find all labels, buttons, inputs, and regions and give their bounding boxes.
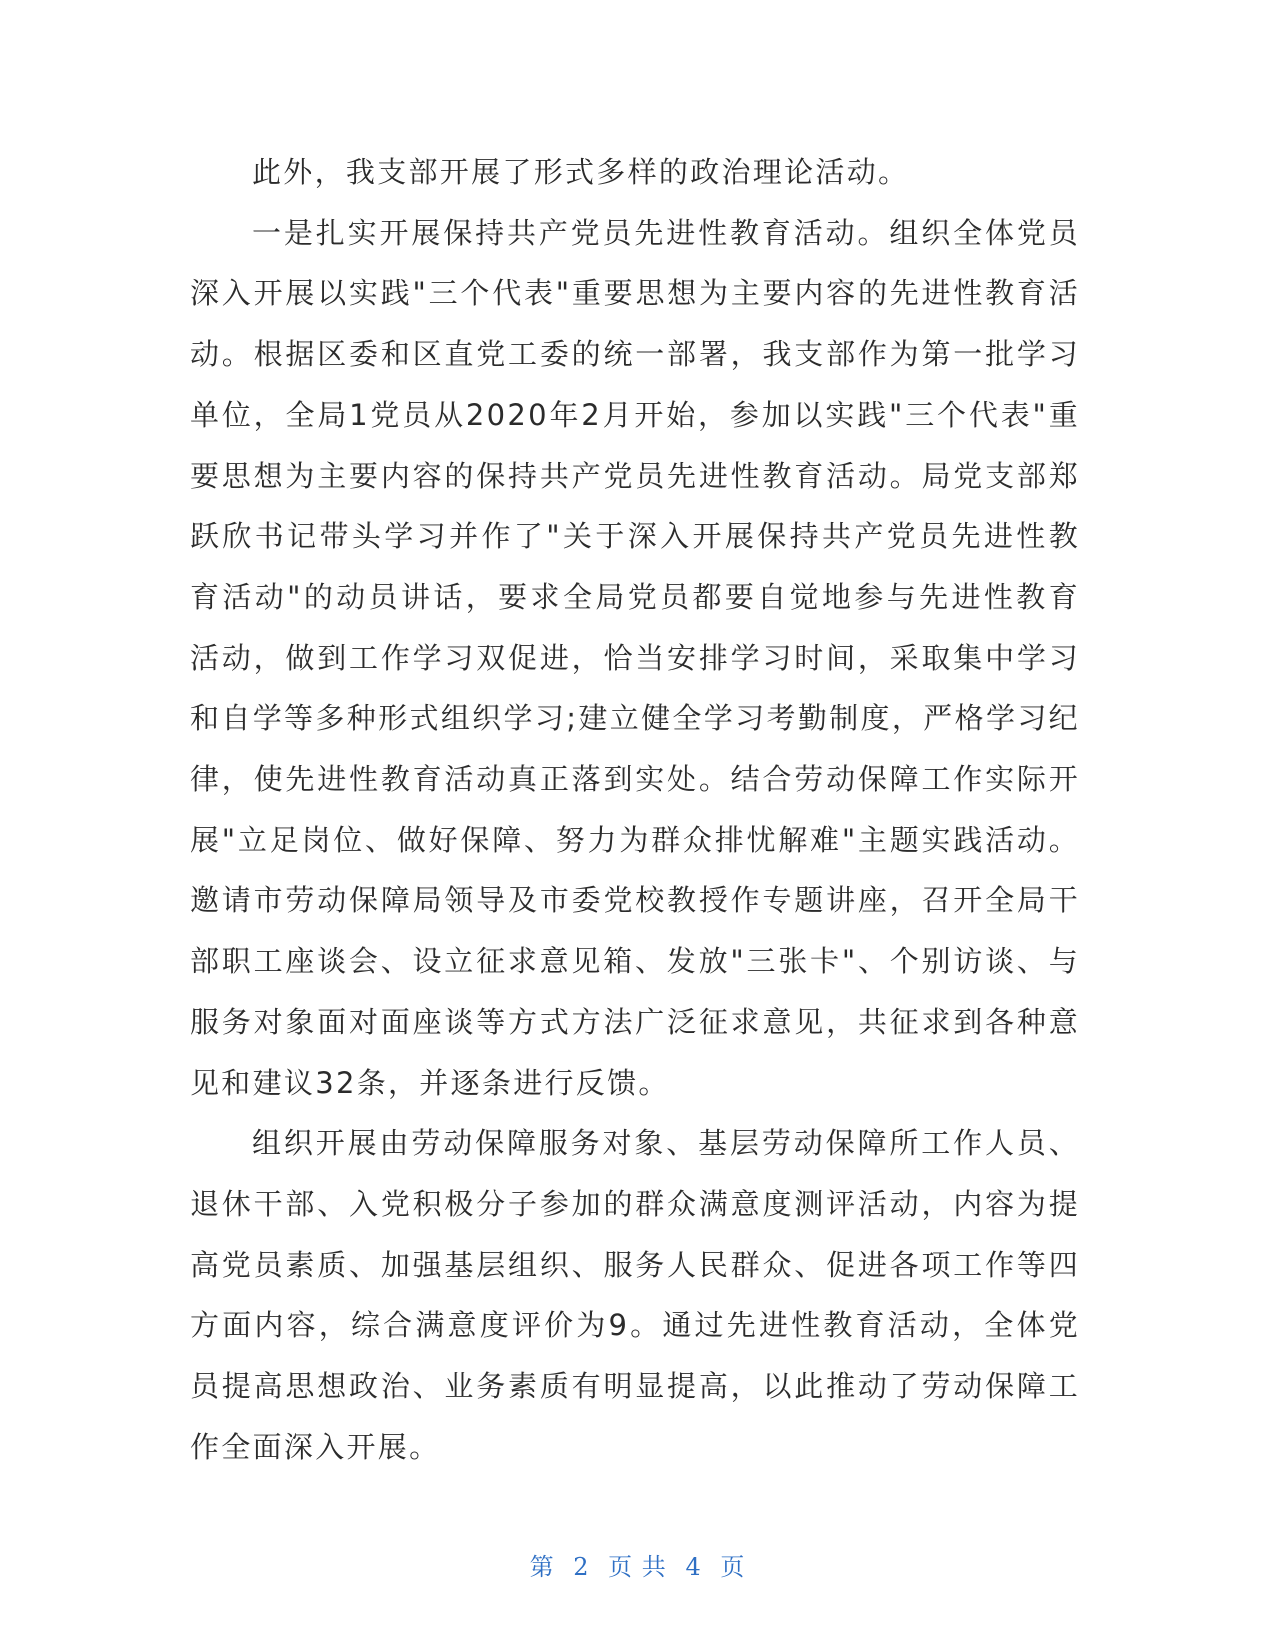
paragraph-satisfaction-survey: 组织开展由劳动保障服务对象、基层劳动保障所工作人员、退休干部、入党积极分子参加的群众满意度测评活动，内容为提高党员素质、加强基层组织、服务人民群众、促进各项工作等四方面内容，综合满意度评价为9。通过先进性教育活动，全体党员提高思想政治、业务素质有明显提高，以此推动了劳动保障工作全面深入开展。 (190, 1126, 1080, 1464)
footer-middle: 页 共 (608, 1553, 667, 1581)
footer-current-page: 2 (573, 1553, 590, 1581)
footer-total-pages: 4 (685, 1553, 702, 1581)
footer-suffix: 页 (720, 1553, 746, 1581)
document-body (190, 142, 1080, 1477)
paragraph-education-activity: 一是扎实开展保持共产党员先进性教育活动。组织全体党员深入开展以实践"三个代表"重要思想为主要内容的先进性教育活动。根据区委和区直党工委的统一部署，我支部作为第一批学习单位，全局1党员从2020年2月开始，参加以实践"三个代表"重要思想为主要内容的保持共产党员先进性教育活动。局党支部郑跃欣书记带头学习并作了"关于深入开展保持共产党员先进性教育活动"的动员讲话，要求全局党员都要自觉地参与先进性教育活动，做到工作学习双促进，恰当安排学习时间，采取集中学习和自学等多种形式组织学习;建立健全学习考勤制度，严格学习纪律，使先进性教育活动真正落到实处。结合劳动保障工作实际开展"立足岗位、做好保障、努力为群众排忧解难"主题实践活动。邀请市劳动保障局领导及市委党校教授作专题讲座，召开全局干部职工座谈会、设立征求意见箱、发放"三张卡"、个别访谈、与服务对象面对面座谈等方式方法广泛征求意见，共征求到各种意见和建议32条，并逐条进行反馈。 (190, 215, 1080, 1100)
paragraph-intro: 此外，我支部开展了形式多样的政治理论活动。 (252, 155, 910, 189)
page-footer (0, 1547, 1275, 1582)
footer-prefix: 第 (529, 1553, 555, 1581)
